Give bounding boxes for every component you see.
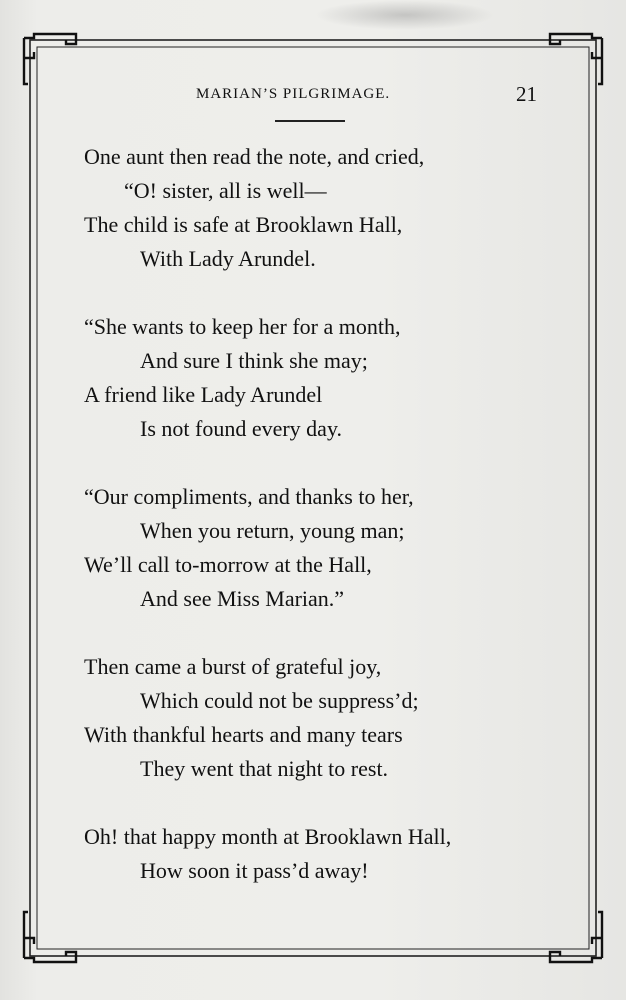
poem-line: And sure I think she may; [140, 348, 368, 373]
poem-line: One aunt then read the note, and cried, [84, 144, 425, 169]
running-title: MARIAN’S PILGRIMAGE. [196, 86, 391, 102]
poem-line: The child is safe at Brooklawn Hall, [84, 212, 403, 237]
poem-line: Oh! that happy month at Brooklawn Hall, [84, 824, 452, 849]
page-header [0, 82, 626, 106]
stanza-4 [84, 650, 584, 786]
poem-line: And see Miss Marian.” [140, 586, 345, 611]
header-rule [275, 120, 345, 122]
poem-line: With Lady Arundel. [140, 246, 316, 271]
poem-line: “Our compliments, and thanks to her, [84, 484, 414, 509]
poem-line: “O! sister, all is well— [124, 178, 327, 203]
stanza-3 [84, 480, 584, 616]
poem-line: Is not found every day. [140, 416, 343, 441]
stanza-2 [84, 310, 584, 446]
poem-line: How soon it pass’d away! [140, 858, 369, 883]
poem-line: With thankful hearts and many tears [84, 722, 403, 747]
poem-line: We’ll call to-morrow at the Hall, [84, 552, 372, 577]
page-number: 21 [516, 82, 537, 106]
poem-line: Which could not be suppress’d; [140, 688, 419, 713]
poem-line: “She wants to keep her for a month, [84, 314, 401, 339]
poem [84, 140, 584, 922]
stanza-5 [84, 820, 584, 888]
stanza-1 [84, 140, 584, 276]
poem-line: When you return, young man; [140, 518, 405, 543]
poem-line: A friend like Lady Arundel [84, 382, 323, 407]
poem-line: Then came a burst of grateful joy, [84, 654, 382, 679]
poem-line: They went that night to rest. [140, 756, 389, 781]
